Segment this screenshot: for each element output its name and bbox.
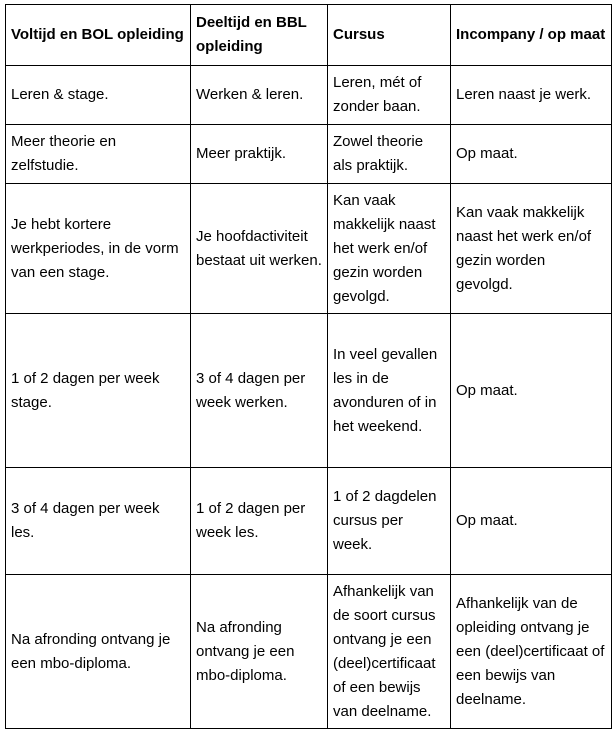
header-row — [6, 5, 612, 66]
header-cursus: Cursus — [328, 5, 451, 66]
table-cell: Je hoofdactiviteit bestaat uit werken. — [191, 184, 328, 314]
table-cell: Op maat. — [451, 468, 612, 575]
header-voltijd-bol: Voltijd en BOL opleiding — [6, 5, 191, 66]
table-cell: 3 of 4 dagen per week werken. — [191, 314, 328, 468]
table-cell: Leren naast je werk. — [451, 66, 612, 125]
table-row — [6, 66, 612, 125]
table-cell: Na afronding ontvang je een mbo-diploma. — [191, 575, 328, 729]
table-row — [6, 314, 612, 468]
comparison-table — [5, 4, 612, 729]
table-cell: 1 of 2 dagen per week stage. — [6, 314, 191, 468]
table-cell: Op maat. — [451, 314, 612, 468]
table-cell: Werken & leren. — [191, 66, 328, 125]
table-cell: 3 of 4 dagen per week les. — [6, 468, 191, 575]
table-cell: Je hebt kortere werkperiodes, in de vorm van een stage. — [6, 184, 191, 314]
table-row — [6, 125, 612, 184]
table-row — [6, 575, 612, 729]
table-cell: Leren & stage. — [6, 66, 191, 125]
table-cell: Meer praktijk. — [191, 125, 328, 184]
header-incompany: Incompany / op maat — [451, 5, 612, 66]
table-row — [6, 468, 612, 575]
table-cell: Zowel theorie als praktijk. — [328, 125, 451, 184]
table-cell: Meer theorie en zelfstudie. — [6, 125, 191, 184]
table-cell: Kan vaak makkelijk naast het werk en/of gezin worden gevolgd. — [451, 184, 612, 314]
table-cell: Afhankelijk van de soort cursus ontvang je een (deel)certificaat of een bewijs van deelname. — [328, 575, 451, 729]
header-deeltijd-bbl: Deeltijd en BBL opleiding — [191, 5, 328, 66]
table-row — [6, 184, 612, 314]
table-cell: 1 of 2 dagdelen cursus per week. — [328, 468, 451, 575]
table-cell: Op maat. — [451, 125, 612, 184]
table-cell: Afhankelijk van de opleiding ontvang je een (deel)certificaat of een bewijs van deelname. — [451, 575, 612, 729]
table-cell: Kan vaak makkelijk naast het werk en/of gezin worden gevolgd. — [328, 184, 451, 314]
table-cell: In veel gevallen les in de avonduren of in het weekend. — [328, 314, 451, 468]
table-cell: Na afronding ontvang je een mbo-diploma. — [6, 575, 191, 729]
table-cell: 1 of 2 dagen per week les. — [191, 468, 328, 575]
table-cell: Leren, mét of zonder baan. — [328, 66, 451, 125]
